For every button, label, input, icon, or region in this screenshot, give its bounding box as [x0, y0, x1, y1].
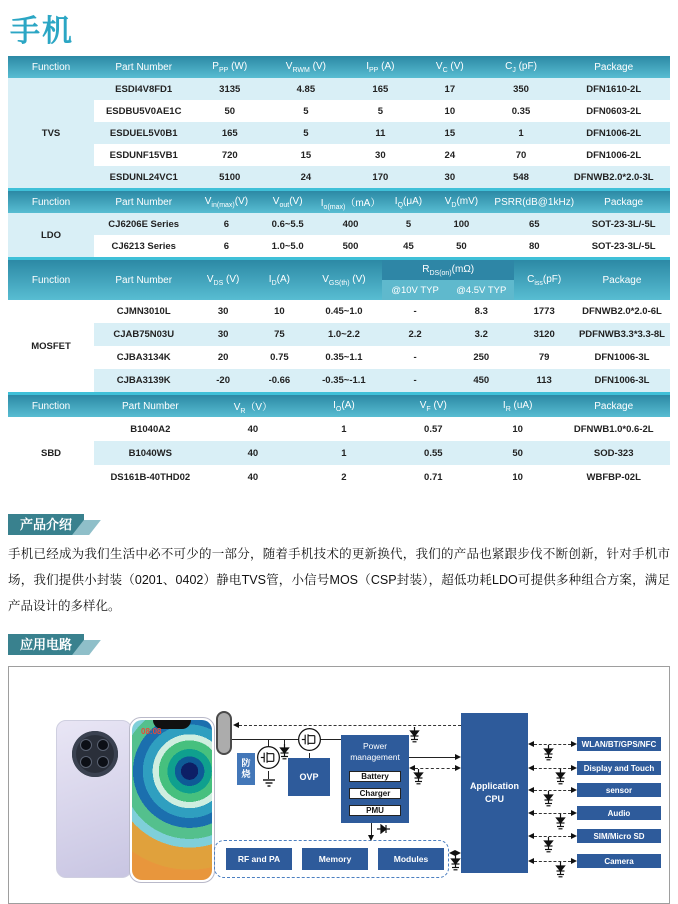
- spec-cell: 8.3: [448, 300, 514, 323]
- table-section-tvs: [8, 56, 670, 191]
- function-cell: SBD: [8, 417, 94, 489]
- spec-cell: 450: [448, 369, 514, 392]
- usb-connector-icon: [216, 711, 232, 755]
- spec-cell: 5: [346, 100, 416, 122]
- application-cpu-label: Application CPU: [470, 780, 519, 804]
- spec-cell: 70: [485, 144, 558, 166]
- spec-cell: 65: [491, 213, 577, 235]
- table-row: [8, 465, 670, 489]
- tvs-diode-icon: [555, 862, 566, 879]
- tvs-diode-icon: [543, 791, 554, 808]
- column-header: Package: [574, 260, 670, 300]
- camera-lens-icon: [80, 756, 92, 768]
- column-header: Part Number: [94, 395, 207, 417]
- section-circuit-badge: [8, 634, 84, 655]
- camera-lens-icon: [97, 756, 109, 768]
- page: [8, 6, 670, 904]
- function-cell: LDO: [8, 213, 94, 257]
- cpu-module-dashed-line: [528, 858, 577, 864]
- spec-cell: -0.66: [253, 369, 306, 392]
- part-number-cell: ESDI4V8FD1: [94, 78, 193, 100]
- spec-cell: 30: [346, 144, 416, 166]
- spec-cell: 2.2: [382, 323, 448, 346]
- spec-cell: SOD-323: [557, 441, 670, 465]
- spec-cell: SOT-23-3L/-5L: [577, 235, 670, 257]
- wire: [268, 771, 269, 779]
- spec-cell: DFN1006-3L: [574, 346, 670, 369]
- spec-cell: 1: [299, 441, 388, 465]
- part-number-cell: B1040WS: [94, 441, 207, 465]
- column-header: $V_D(mV)$: [432, 191, 492, 213]
- spec-cell: 165: [193, 122, 266, 144]
- spec-cell: -20: [193, 369, 253, 392]
- part-number-cell: ESDUNF15VB1: [94, 144, 193, 166]
- phone-back-image: [56, 720, 132, 878]
- spec-cell: 30: [415, 166, 485, 188]
- peripheral-module-5: SIM/Micro SD: [577, 829, 661, 843]
- pmu-block: PMU: [349, 805, 401, 816]
- table-header-sbd: [8, 395, 670, 417]
- spec-cell: DFN1006-2L: [557, 144, 670, 166]
- spec-cell: 548: [485, 166, 558, 188]
- table-row: [8, 300, 670, 323]
- spec-cell: 0.45~1.0: [306, 300, 382, 323]
- spec-cell: 40: [207, 417, 300, 441]
- spec-cell: 400: [316, 213, 386, 235]
- spec-cell: 40: [207, 465, 300, 489]
- fangshao-label: 防烧: [237, 753, 255, 785]
- spec-cell: DFN1006-3L: [574, 369, 670, 392]
- spec-cell: 0.6~5.5: [260, 213, 316, 235]
- table-row: [8, 100, 670, 122]
- tvs-diode-icon: [450, 855, 461, 872]
- column-header: $C_J$ (pF): [485, 56, 558, 78]
- spec-cell: 15: [415, 122, 485, 144]
- ovp-block: OVP: [288, 758, 330, 796]
- phone-camera-module: [72, 731, 118, 777]
- camera-lens-icon: [80, 739, 92, 751]
- spec-tables: [8, 56, 670, 489]
- function-cell: TVS: [8, 78, 94, 188]
- spec-cell: 15: [266, 144, 345, 166]
- table-section-sbd: [8, 395, 670, 489]
- spec-cell: 24: [415, 144, 485, 166]
- battery-block: Battery: [349, 771, 401, 782]
- spec-cell: 100: [432, 213, 492, 235]
- spec-cell: 3.2: [448, 323, 514, 346]
- spec-cell: 11: [346, 122, 416, 144]
- spec-cell: 75: [253, 323, 306, 346]
- column-header: $V_C$ (V): [415, 56, 485, 78]
- column-header: Package: [577, 191, 670, 213]
- vbus-line: [232, 739, 342, 740]
- spec-cell: 10: [478, 417, 557, 441]
- spec-cell: 3120: [514, 323, 574, 346]
- mosfet-symbol-icon: [297, 727, 322, 752]
- spec-cell: 500: [316, 235, 386, 257]
- spec-cell: 50: [432, 235, 492, 257]
- peripheral-module-6: Camera: [577, 854, 661, 868]
- table-row: [8, 323, 670, 346]
- spec-cell: -: [382, 369, 448, 392]
- spec-cell: 0.71: [389, 465, 478, 489]
- spec-cell: 1: [299, 417, 388, 441]
- spec-cell: 5: [266, 100, 345, 122]
- spec-cell: 10: [478, 465, 557, 489]
- spec-cell: 1.0~5.0: [260, 235, 316, 257]
- column-header: Part Number: [94, 260, 193, 300]
- column-header: $R_{DS(on)}(m\Omega)$: [382, 260, 514, 280]
- bottom-module-2: Memory: [302, 848, 368, 870]
- spec-cell: -: [382, 300, 448, 323]
- part-number-cell: CJBA3139K: [94, 369, 193, 392]
- spec-cell: 250: [448, 346, 514, 369]
- peripheral-module-4: Audio: [577, 806, 661, 820]
- spec-cell: 20: [193, 346, 253, 369]
- column-header: $I_{PP}$ (A): [346, 56, 416, 78]
- tvs-diode-icon: [409, 727, 420, 744]
- table-row: [8, 166, 670, 188]
- spec-cell: 30: [193, 300, 253, 323]
- spec-cell: DFNWB1.0*0.6-2L: [557, 417, 670, 441]
- arrow-down-icon: [368, 835, 374, 841]
- table-row: [8, 441, 670, 465]
- section-circuit-badge-label: 应用电路: [20, 637, 73, 652]
- spec-cell: 2: [299, 465, 388, 489]
- spec-cell: 17: [415, 78, 485, 100]
- spec-table-ldo: [8, 191, 670, 257]
- spec-cell: 0.57: [389, 417, 478, 441]
- column-header: $P_{PP}$ (W): [193, 56, 266, 78]
- peripheral-module-2: Display and Touch: [577, 761, 661, 775]
- part-number-cell: CJMN3010L: [94, 300, 193, 323]
- spec-cell: DFN1610-2L: [557, 78, 670, 100]
- spec-cell: 50: [193, 100, 266, 122]
- spec-cell: 350: [485, 78, 558, 100]
- column-header: $V_{GS(th)}$ (V): [306, 260, 382, 300]
- bottom-module-3: Modules: [378, 848, 444, 870]
- spec-cell: 6: [193, 213, 259, 235]
- part-number-cell: B1040A2: [94, 417, 207, 441]
- spec-cell: 0.75: [253, 346, 306, 369]
- table-row: [8, 144, 670, 166]
- spec-cell: 79: [514, 346, 574, 369]
- tvs-diode-icon: [543, 837, 554, 854]
- spec-cell: 165: [346, 78, 416, 100]
- phone-screen: [132, 720, 212, 880]
- header-row: [8, 260, 670, 280]
- spec-cell: 45: [385, 235, 431, 257]
- table-header-mosfet: [8, 260, 670, 300]
- spec-cell: 40: [207, 441, 300, 465]
- table-section-ldo: [8, 191, 670, 260]
- intro-paragraph: 手机已经成为我们生活中必不可少的一部分，随着手机技术的更新换代，我们的产品也紧跟步伐不断创新，针对手机市场，我们提供小封装（0201、0402）静电TVS管，小信号MOS（CSP封装），超低功耗LDO可提供多种组合方案，满足产品设计的多样化。: [8, 547, 670, 613]
- spec-cell: 80: [491, 235, 577, 257]
- charger-block: Charger: [349, 788, 401, 799]
- part-number-cell: ESDUNL24VC1: [94, 166, 193, 188]
- spec-cell: -: [382, 346, 448, 369]
- spec-cell: 0.35: [485, 100, 558, 122]
- spec-cell: 5100: [193, 166, 266, 188]
- table-row: [8, 213, 670, 235]
- phone-clock: 08:08: [141, 727, 162, 736]
- spec-cell: 50: [478, 441, 557, 465]
- spec-cell: 5: [266, 122, 345, 144]
- spec-cell: 10: [415, 100, 485, 122]
- column-header: Function: [8, 56, 94, 78]
- table-row: [8, 346, 670, 369]
- application-circuit-diagram: [8, 666, 670, 904]
- column-header: $I_O(A)$: [299, 395, 388, 417]
- page-title: 手机: [10, 15, 74, 48]
- tvs-diode-icon: [555, 814, 566, 831]
- phone-front-image: [129, 717, 215, 883]
- spec-cell: 3135: [193, 78, 266, 100]
- spec-cell: 1773: [514, 300, 574, 323]
- spec-cell: 1: [485, 122, 558, 144]
- column-header: Function: [8, 395, 94, 417]
- table-row: [8, 417, 670, 441]
- column-header: $V_F$ (V): [389, 395, 478, 417]
- peripheral-module-3: sensor: [577, 783, 661, 797]
- column-header: $I_{o(max)}(mA)$: [316, 191, 386, 213]
- spec-cell: 0.55: [389, 441, 478, 465]
- table-row: [8, 122, 670, 144]
- table-section-mosfet: [8, 260, 670, 395]
- column-header: Function: [8, 260, 94, 300]
- spec-cell: 24: [266, 166, 345, 188]
- spec-cell: DFNWB2.0*2.0-3L: [557, 166, 670, 188]
- spec-table-sbd: [8, 395, 670, 489]
- application-cpu-block: [461, 713, 528, 873]
- spec-table-mosfet: [8, 260, 670, 392]
- column-header: Package: [557, 395, 670, 417]
- power-management-label: Power management: [350, 741, 400, 763]
- spec-cell: PDFNWB3.3*3.3-8L: [574, 323, 670, 346]
- spec-cell: SOT-23-3L/-5L: [577, 213, 670, 235]
- column-header: Function: [8, 191, 94, 213]
- column-header: $I_D(A)$: [253, 260, 306, 300]
- table-row: [8, 78, 670, 100]
- table-row: [8, 235, 670, 257]
- part-number-cell: DS161B-40THD02: [94, 465, 207, 489]
- column-header: $I_Q(\mu A)$: [385, 191, 431, 213]
- column-subheader: @4.5V TYP: [448, 280, 514, 300]
- mosfet-symbol-icon: [256, 745, 281, 770]
- spec-cell: -0.35~-1.1: [306, 369, 382, 392]
- section-intro-badge-label: 产品介绍: [20, 517, 73, 532]
- column-header: $V_{RWM}$ (V): [266, 56, 345, 78]
- spec-cell: DFN0603-2L: [557, 100, 670, 122]
- spec-cell: 5: [385, 213, 431, 235]
- cpu-module-dashed-line: [528, 765, 577, 771]
- table-header-ldo: [8, 191, 670, 213]
- camera-lens-icon: [97, 739, 109, 751]
- part-number-cell: ESDBU5V0AE1C: [94, 100, 193, 122]
- column-header: $C_{iss}(pF)$: [514, 260, 574, 300]
- column-header: PSRR(dB@1kHz): [491, 191, 577, 213]
- part-number-cell: CJ6206E Series: [94, 213, 193, 235]
- spec-table-tvs: [8, 56, 670, 188]
- column-header: Part Number: [94, 56, 193, 78]
- bottom-module-1: RF and PA: [226, 848, 292, 870]
- tvs-diode-icon: [543, 745, 554, 762]
- vbus-dashed-line: [233, 722, 461, 728]
- header-row: [8, 191, 670, 213]
- column-header: $I_R$ (uA): [478, 395, 557, 417]
- column-header: Package: [557, 56, 670, 78]
- column-header: $V_{DS}$ (V): [193, 260, 253, 300]
- peripheral-module-1: WLAN/BT/GPS/NFC: [577, 737, 661, 751]
- function-cell: MOSFET: [8, 300, 94, 392]
- section-intro-badge: [8, 514, 84, 535]
- part-number-cell: ESDUEL5V0B1: [94, 122, 193, 144]
- part-number-cell: CJBA3134K: [94, 346, 193, 369]
- column-header: $V_{in(max)}(V)$: [193, 191, 259, 213]
- spec-cell: 1.0~2.2: [306, 323, 382, 346]
- header-row: [8, 395, 670, 417]
- spec-cell: 10: [253, 300, 306, 323]
- column-header: $V_{out}(V)$: [260, 191, 316, 213]
- power-cpu-line: [409, 754, 461, 760]
- spec-cell: DFN1006-2L: [557, 122, 670, 144]
- part-number-cell: CJAB75N03U: [94, 323, 193, 346]
- spec-cell: 4.85: [266, 78, 345, 100]
- cpu-module-dashed-line: [528, 810, 577, 816]
- spec-cell: 30: [193, 323, 253, 346]
- tvs-diode-icon: [555, 769, 566, 786]
- ground-icon: [262, 779, 276, 788]
- spec-cell: 170: [346, 166, 416, 188]
- diode-icon: [377, 824, 391, 834]
- part-number-cell: CJ6213 Series: [94, 235, 193, 257]
- spec-cell: 113: [514, 369, 574, 392]
- spec-cell: 0.35~1.1: [306, 346, 382, 369]
- tvs-diode-icon: [413, 769, 424, 786]
- table-header-tvs: [8, 56, 670, 78]
- spec-cell: 6: [193, 235, 259, 257]
- column-header: $V_R(V)$: [207, 395, 300, 417]
- column-subheader: @10V TYP: [382, 280, 448, 300]
- spec-cell: DFNWB2.0*2.0-6L: [574, 300, 670, 323]
- spec-cell: 720: [193, 144, 266, 166]
- spec-cell: WBFBP-02L: [557, 465, 670, 489]
- column-header: Part Number: [94, 191, 193, 213]
- header-row: [8, 56, 670, 78]
- table-row: [8, 369, 670, 392]
